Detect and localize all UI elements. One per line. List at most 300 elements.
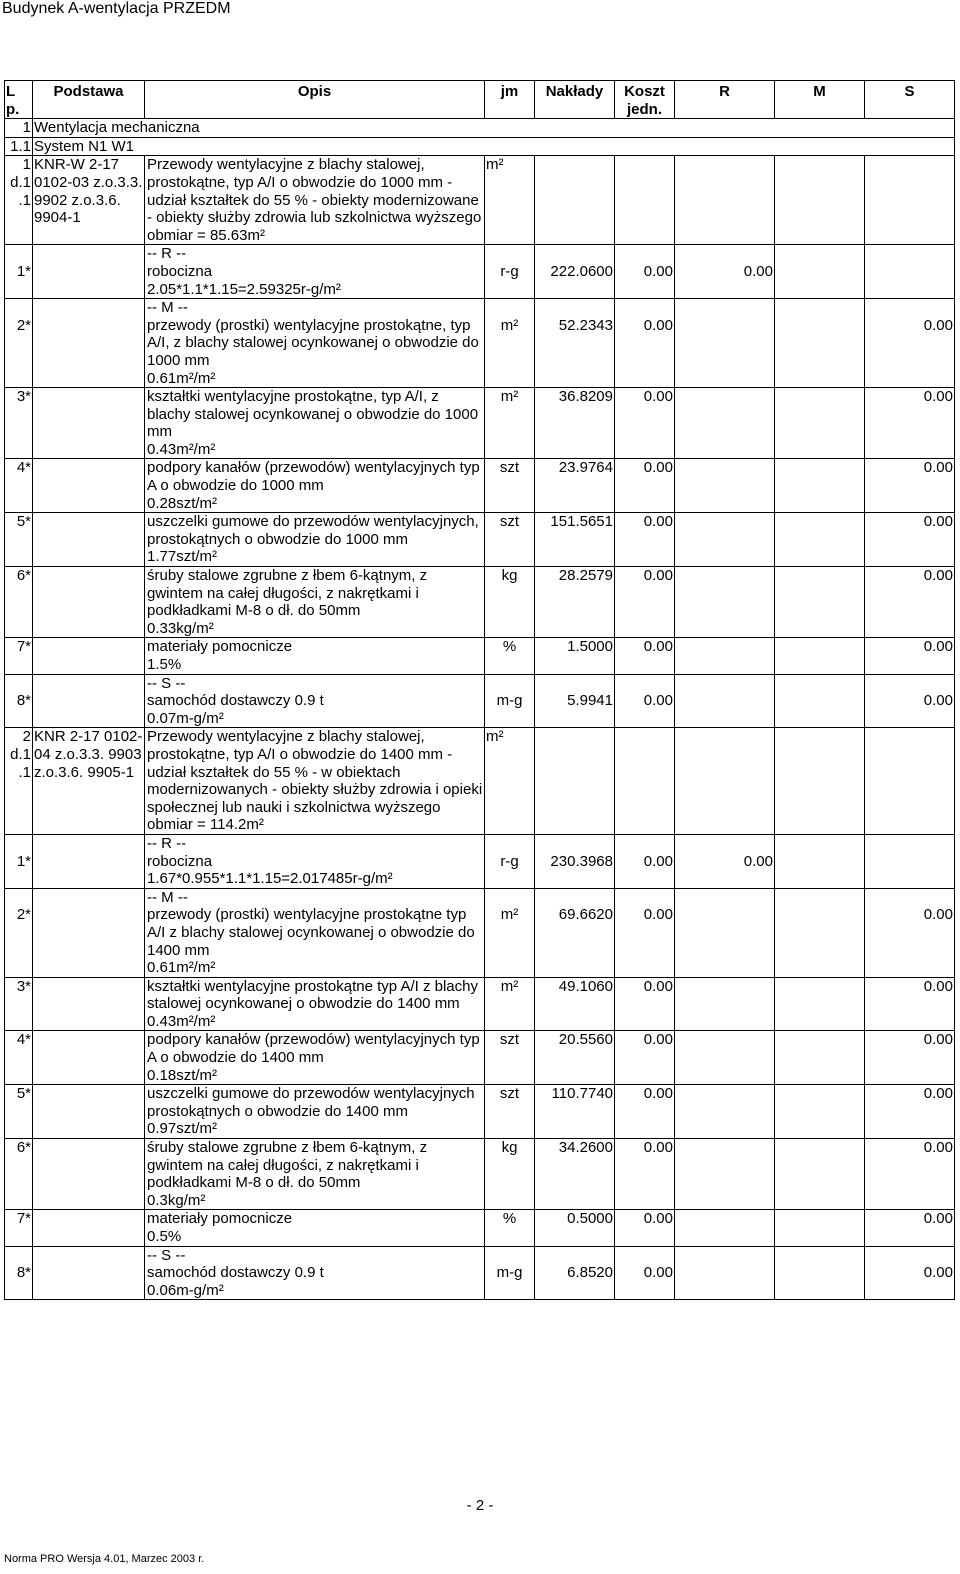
- resource-r-value: 0.00: [743, 852, 773, 870]
- position-opis: [145, 728, 485, 835]
- resource-naklady: [535, 1210, 615, 1246]
- position-podstawa: KNR-W 2-17 0102-03 z.o.3.3. 9902 z.o.3.6. 9904-1: [33, 156, 145, 245]
- resource-naklady: [535, 245, 615, 299]
- document-title: Budynek A-wentylacja PRZEDM: [2, 0, 231, 17]
- resource-number: 7*: [16, 1210, 31, 1228]
- resource-jm-value: m-g: [496, 692, 523, 710]
- position-opis: [145, 156, 485, 245]
- resource-jm-value: szt: [499, 459, 520, 477]
- cost-estimate-table: [4, 80, 955, 1300]
- header-jm: jm: [485, 81, 535, 119]
- resource-row: [5, 388, 955, 459]
- resource-naklady: [535, 567, 615, 638]
- resource-row: [5, 1085, 955, 1139]
- resource-naklady-value: 230.3968: [550, 852, 613, 870]
- resource-opis: [145, 388, 485, 459]
- resource-row: [5, 1246, 955, 1300]
- resource-m: [775, 299, 865, 388]
- resource-koszt-value: 0.00: [643, 567, 673, 585]
- resource-jm-value: m²: [500, 977, 519, 995]
- resource-naklady-value: 34.2600: [558, 1139, 613, 1157]
- resource-s: [865, 513, 955, 567]
- resource-jm-value: m²: [500, 388, 519, 406]
- resource-naklady-value: 0.5000: [567, 1210, 613, 1228]
- resource-s: [865, 245, 955, 299]
- position-obmiar: obmiar = 114.2m²: [147, 816, 264, 834]
- position-description: Przewody wentylacyjne z blachy stalowej, prostokątne, typ A/I o obwodzie do 1400 mm - udział kształtek do 55 % - w obiektach modernizowanych - obiekty służby zdrowia i opieki społecznej lub nauki i szkolnictwa wyższego: [147, 728, 483, 816]
- empty-cell: [675, 156, 775, 245]
- resource-number: 7*: [16, 638, 31, 656]
- resource-r: [675, 977, 775, 1031]
- resource-lp: [5, 1139, 33, 1210]
- resource-jm: [485, 1139, 535, 1210]
- resource-norm: 0.97szt/m²: [147, 1120, 218, 1138]
- section-row: [5, 119, 955, 138]
- empty-cell: [33, 1085, 145, 1139]
- resource-opis: [145, 459, 485, 513]
- resource-koszt: [615, 1031, 675, 1085]
- resource-norm: 0.07m-g/m²: [147, 709, 224, 727]
- resource-m: [775, 1085, 865, 1139]
- header-koszt: Koszt jedn.: [615, 81, 675, 119]
- empty-cell: [33, 1246, 145, 1300]
- resource-koszt: [615, 638, 675, 674]
- resource-norm: 0.18szt/m²: [147, 1066, 218, 1084]
- empty-cell: [33, 1031, 145, 1085]
- resource-naklady-value: 20.5560: [558, 1031, 613, 1049]
- subsection-number: 1.1: [5, 137, 33, 156]
- resource-m: [775, 388, 865, 459]
- resource-r: [675, 1210, 775, 1246]
- resource-r: [675, 674, 775, 728]
- resource-s-value: 0.00: [923, 513, 953, 531]
- resource-description: robocizna: [147, 262, 213, 280]
- resource-naklady: [535, 1246, 615, 1300]
- resource-lp: [5, 638, 33, 674]
- resource-description: samochód dostawczy 0.9 t: [147, 692, 324, 710]
- resource-naklady: [535, 977, 615, 1031]
- resource-koszt-value: 0.00: [643, 459, 673, 477]
- resource-row: [5, 888, 955, 977]
- resource-koszt-value: 0.00: [643, 906, 673, 924]
- resource-naklady: [535, 674, 615, 728]
- resource-koszt-value: 0.00: [643, 1139, 673, 1157]
- resource-naklady: [535, 388, 615, 459]
- resource-description: podpory kanałów (przewodów) wentylacyjnych typ A o obwodzie do 1400 mm: [147, 1031, 480, 1067]
- resource-opis: [145, 1246, 485, 1300]
- empty-cell: [33, 1139, 145, 1210]
- resource-s: [865, 977, 955, 1031]
- header-podstawa: Podstawa: [33, 81, 145, 119]
- empty-cell: [865, 156, 955, 245]
- resource-r: [675, 638, 775, 674]
- resource-m: [775, 888, 865, 977]
- resource-s-value: 0.00: [923, 638, 953, 656]
- resource-naklady: [535, 299, 615, 388]
- resource-naklady-value: 1.5000: [567, 638, 613, 656]
- empty-cell: [775, 728, 865, 835]
- resource-s: [865, 567, 955, 638]
- resource-number: 2*: [16, 316, 31, 334]
- resource-row: [5, 638, 955, 674]
- resource-row: [5, 1139, 955, 1210]
- resource-koszt-value: 0.00: [643, 1085, 673, 1103]
- resource-r: [675, 1139, 775, 1210]
- resource-koszt: [615, 1210, 675, 1246]
- resource-r: [675, 459, 775, 513]
- resource-r: [675, 888, 775, 977]
- resource-koszt: [615, 299, 675, 388]
- empty-cell: [33, 388, 145, 459]
- resource-s: [865, 1085, 955, 1139]
- resource-m: [775, 1246, 865, 1300]
- resource-description: kształtki wentylacyjne prostokątne, typ A/I, z blachy stalowej ocynkowanej o obwodzie do 1000 mm: [147, 388, 479, 441]
- resource-koszt-value: 0.00: [643, 316, 673, 334]
- empty-cell: [615, 156, 675, 245]
- resource-s-value: 0.00: [923, 316, 953, 334]
- resource-opis: [145, 888, 485, 977]
- resource-s: [865, 1246, 955, 1300]
- resource-description: uszczelki gumowe do przewodów wentylacyjnych prostokątnych o obwodzie do 1400 mm: [147, 1085, 475, 1120]
- resource-opis: [145, 834, 485, 888]
- resource-group-label: -- R --: [147, 245, 187, 263]
- resource-norm: 0.43m²/m²: [147, 440, 216, 458]
- resource-s: [865, 299, 955, 388]
- resource-lp: [5, 459, 33, 513]
- resource-opis: [145, 567, 485, 638]
- position-description: Przewody wentylacyjne z blachy stalowej, prostokątne, typ A/I o obwodzie do 1000 mm - udział kształtek do 55 % - obiekty modernizowane - obiekty służby zdrowia lub szkolnictwa wyższego: [147, 156, 482, 227]
- resource-norm: 0.61m²/m²: [147, 959, 216, 977]
- resource-norm: 0.5%: [147, 1228, 182, 1245]
- position-lp: 1 d.1 .1: [5, 156, 33, 245]
- resource-r: [675, 1031, 775, 1085]
- resource-koszt: [615, 834, 675, 888]
- position-jm: m²: [485, 728, 535, 835]
- resource-number: 6*: [16, 1139, 31, 1157]
- resource-norm: 1.77szt/m²: [147, 548, 218, 566]
- resource-row: [5, 567, 955, 638]
- resource-description: przewody (prostki) wentylacyjne prostokątne typ A/I z blachy stalowej ocynkowanej o obwodzie do 1400 mm: [147, 906, 475, 959]
- resource-m: [775, 567, 865, 638]
- empty-cell: [535, 728, 615, 835]
- empty-cell: [33, 977, 145, 1031]
- resource-norm: 1.67*0.955*1.1*1.15=2.017485r-g/m²: [147, 870, 393, 888]
- resource-description: samochód dostawczy 0.9 t: [147, 1264, 324, 1282]
- resource-jm: [485, 1085, 535, 1139]
- resource-koszt-value: 0.00: [643, 852, 673, 870]
- section-title: Wentylacja mechaniczna: [33, 119, 955, 138]
- resource-row: [5, 513, 955, 567]
- resource-m: [775, 245, 865, 299]
- resource-number: 5*: [16, 1085, 31, 1103]
- resource-koszt: [615, 1139, 675, 1210]
- empty-cell: [535, 156, 615, 245]
- resource-number: 4*: [16, 1031, 31, 1049]
- header-r: R: [675, 81, 775, 119]
- resource-number: 1*: [16, 262, 31, 280]
- header-s: S: [865, 81, 955, 119]
- empty-cell: [865, 728, 955, 835]
- resource-jm-value: m-g: [496, 1264, 523, 1282]
- empty-cell: [33, 638, 145, 674]
- position-row: [5, 156, 955, 245]
- resource-m: [775, 1139, 865, 1210]
- resource-opis: [145, 1031, 485, 1085]
- resource-jm: [485, 388, 535, 459]
- resource-m: [775, 674, 865, 728]
- resource-naklady-value: 52.2343: [558, 316, 613, 334]
- resource-s-value: 0.00: [923, 388, 953, 406]
- resource-jm: [485, 513, 535, 567]
- resource-opis: [145, 245, 485, 299]
- resource-s-value: 0.00: [923, 459, 953, 477]
- resource-s: [865, 888, 955, 977]
- resource-norm: 0.3kg/m²: [147, 1191, 206, 1209]
- resource-naklady: [535, 888, 615, 977]
- resource-koszt: [615, 513, 675, 567]
- resource-naklady: [535, 1139, 615, 1210]
- resource-r: [675, 1246, 775, 1300]
- resource-s: [865, 388, 955, 459]
- resource-description: materiały pomocnicze: [147, 1210, 293, 1228]
- empty-cell: [33, 513, 145, 567]
- resource-opis: [145, 638, 485, 674]
- resource-koszt-value: 0.00: [643, 977, 673, 995]
- resource-naklady-value: 6.8520: [567, 1264, 613, 1282]
- resource-jm-value: r-g: [500, 852, 519, 870]
- resource-row: [5, 459, 955, 513]
- resource-naklady-value: 49.1060: [558, 977, 613, 995]
- resource-s-value: 0.00: [923, 1031, 953, 1049]
- resource-number: 8*: [16, 692, 31, 710]
- resource-koszt: [615, 674, 675, 728]
- resource-jm: [485, 638, 535, 674]
- resource-s-value: 0.00: [923, 1264, 953, 1282]
- resource-description: robocizna: [147, 852, 213, 870]
- resource-naklady: [535, 1085, 615, 1139]
- resource-jm: [485, 674, 535, 728]
- resource-norm: 0.61m²/m²: [147, 369, 216, 387]
- resource-number: 2*: [16, 906, 31, 924]
- resource-r-value: 0.00: [743, 262, 773, 280]
- header-lp: L p.: [5, 81, 33, 119]
- resource-r: [675, 388, 775, 459]
- resource-koszt-value: 0.00: [643, 1031, 673, 1049]
- resource-m: [775, 459, 865, 513]
- empty-cell: [33, 834, 145, 888]
- header-opis: Opis: [145, 81, 485, 119]
- resource-opis: [145, 674, 485, 728]
- resource-naklady: [535, 1031, 615, 1085]
- resource-koszt: [615, 388, 675, 459]
- resource-naklady-value: 28.2579: [558, 567, 613, 585]
- position-podstawa: KNR 2-17 0102-04 z.o.3.3. 9903 z.o.3.6. 9905-1: [33, 728, 145, 835]
- position-jm: m²: [485, 156, 535, 245]
- resource-lp: [5, 1246, 33, 1300]
- resource-naklady: [535, 638, 615, 674]
- resource-lp: [5, 388, 33, 459]
- resource-description: kształtki wentylacyjne prostokątne typ A/I z blachy stalowej ocynkowanej o obwodzie do 1400 mm: [147, 977, 478, 1013]
- resource-opis: [145, 1210, 485, 1246]
- resource-m: [775, 977, 865, 1031]
- resource-jm: [485, 977, 535, 1031]
- resource-koszt-value: 0.00: [643, 513, 673, 531]
- resource-s-value: 0.00: [923, 567, 953, 585]
- resource-row: [5, 674, 955, 728]
- empty-cell: [33, 888, 145, 977]
- resource-jm: [485, 1031, 535, 1085]
- position-lp: 2 d.1 .1: [5, 728, 33, 835]
- resource-koszt-value: 0.00: [643, 388, 673, 406]
- resource-lp: [5, 1085, 33, 1139]
- resource-opis: [145, 513, 485, 567]
- subsection-title: System N1 W1: [33, 137, 955, 156]
- resource-number: 1*: [16, 852, 31, 870]
- resource-number: 3*: [16, 388, 31, 406]
- resource-row: [5, 977, 955, 1031]
- resource-r: [675, 245, 775, 299]
- resource-s-value: 0.00: [923, 1139, 953, 1157]
- empty-cell: [33, 245, 145, 299]
- resource-jm-value: r-g: [500, 262, 519, 280]
- footer-note: Norma PRO Wersja 4.01, Marzec 2003 r.: [4, 1553, 205, 1565]
- resource-lp: [5, 888, 33, 977]
- empty-cell: [33, 674, 145, 728]
- resource-m: [775, 638, 865, 674]
- resource-opis: [145, 977, 485, 1031]
- resource-koszt: [615, 888, 675, 977]
- resource-jm-value: szt: [499, 1031, 520, 1049]
- resource-naklady-value: 222.0600: [550, 262, 613, 280]
- resource-koszt: [615, 459, 675, 513]
- resource-koszt-value: 0.00: [643, 1264, 673, 1282]
- resource-group-label: -- R --: [147, 834, 187, 852]
- resource-koszt-value: 0.00: [643, 262, 673, 280]
- resource-lp: [5, 1031, 33, 1085]
- resource-row: [5, 1031, 955, 1085]
- resource-description: materiały pomocnicze: [147, 638, 293, 656]
- resource-s: [865, 1139, 955, 1210]
- resource-m: [775, 513, 865, 567]
- resource-r: [675, 567, 775, 638]
- resource-lp: [5, 567, 33, 638]
- resource-naklady-value: 36.8209: [558, 388, 613, 406]
- resource-koszt-value: 0.00: [643, 692, 673, 710]
- resource-jm-value: kg: [501, 567, 518, 585]
- section-number: 1: [5, 119, 33, 138]
- resource-jm-value: m²: [500, 316, 519, 334]
- resource-koszt: [615, 567, 675, 638]
- resource-jm-value: szt: [499, 1085, 520, 1103]
- resource-jm: [485, 459, 535, 513]
- resource-row: [5, 1210, 955, 1246]
- resource-norm: 0.06m-g/m²: [147, 1281, 224, 1299]
- resource-jm: [485, 1246, 535, 1300]
- resource-lp: [5, 1210, 33, 1246]
- table-header-row: [5, 81, 955, 119]
- position-row: [5, 728, 955, 835]
- resource-koszt: [615, 1085, 675, 1139]
- resource-s-value: 0.00: [923, 977, 953, 995]
- resource-norm: 0.43m²/m²: [147, 1012, 216, 1030]
- empty-cell: [675, 728, 775, 835]
- empty-cell: [33, 1210, 145, 1246]
- resource-jm-value: szt: [499, 513, 520, 531]
- resource-s: [865, 834, 955, 888]
- resource-row: [5, 299, 955, 388]
- resource-jm-value: %: [502, 638, 517, 656]
- resource-jm: [485, 834, 535, 888]
- resource-description: uszczelki gumowe do przewodów wentylacyjnych, prostokątnych o obwodzie do 1000 mm: [147, 513, 479, 548]
- resource-s: [865, 459, 955, 513]
- resource-lp: [5, 674, 33, 728]
- resource-jm-value: kg: [501, 1139, 518, 1157]
- header-naklady: Nakłady: [535, 81, 615, 119]
- resource-s-value: 0.00: [923, 1085, 953, 1103]
- resource-description: podpory kanałów (przewodów) wentylacyjnych typ A o obwodzie do 1000 mm: [147, 459, 480, 495]
- resource-jm: [485, 567, 535, 638]
- resource-lp: [5, 513, 33, 567]
- position-obmiar: obmiar = 85.63m²: [147, 226, 265, 244]
- resource-naklady-value: 5.9941: [567, 692, 613, 710]
- resource-norm: 0.33kg/m²: [147, 619, 214, 637]
- resource-lp: [5, 834, 33, 888]
- resource-opis: [145, 1085, 485, 1139]
- empty-cell: [615, 728, 675, 835]
- resource-koszt: [615, 977, 675, 1031]
- resource-koszt: [615, 245, 675, 299]
- resource-row: [5, 834, 955, 888]
- resource-jm: [485, 1210, 535, 1246]
- resource-r: [675, 513, 775, 567]
- resource-koszt-value: 0.00: [643, 1210, 673, 1228]
- resource-s-value: 0.00: [923, 906, 953, 924]
- resource-number: 6*: [16, 567, 31, 585]
- resource-r: [675, 834, 775, 888]
- resource-s: [865, 638, 955, 674]
- empty-cell: [33, 567, 145, 638]
- resource-number: 3*: [16, 977, 31, 995]
- resource-naklady: [535, 459, 615, 513]
- subsection-row: [5, 137, 955, 156]
- resource-s: [865, 674, 955, 728]
- resource-group-label: -- M --: [147, 299, 188, 317]
- resource-jm-value: %: [502, 1210, 517, 1228]
- resource-naklady: [535, 513, 615, 567]
- resource-s: [865, 1031, 955, 1085]
- resource-lp: [5, 299, 33, 388]
- resource-jm: [485, 245, 535, 299]
- resource-opis: [145, 299, 485, 388]
- resource-naklady-value: 151.5651: [550, 513, 613, 531]
- resource-m: [775, 1210, 865, 1246]
- resource-number: 5*: [16, 513, 31, 531]
- resource-m: [775, 834, 865, 888]
- resource-koszt-value: 0.00: [643, 638, 673, 656]
- resource-naklady: [535, 834, 615, 888]
- resource-m: [775, 1031, 865, 1085]
- resource-group-label: -- S --: [147, 674, 186, 692]
- resource-number: 8*: [16, 1264, 31, 1282]
- resource-jm: [485, 888, 535, 977]
- resource-r: [675, 1085, 775, 1139]
- resource-description: śruby stalowe zgrubne z łbem 6-kątnym, z gwintem na całej długości, z nakrętkami i podkładkami M-8 o dł. do 50mm: [147, 1139, 428, 1192]
- resource-lp: [5, 245, 33, 299]
- resource-group-label: -- S --: [147, 1246, 186, 1264]
- resource-row: [5, 245, 955, 299]
- resource-naklady-value: 23.9764: [558, 459, 613, 477]
- resource-description: śruby stalowe zgrubne z łbem 6-kątnym, z gwintem na całej długości, z nakrętkami i podkładkami M-8 o dł. do 50mm: [147, 567, 428, 620]
